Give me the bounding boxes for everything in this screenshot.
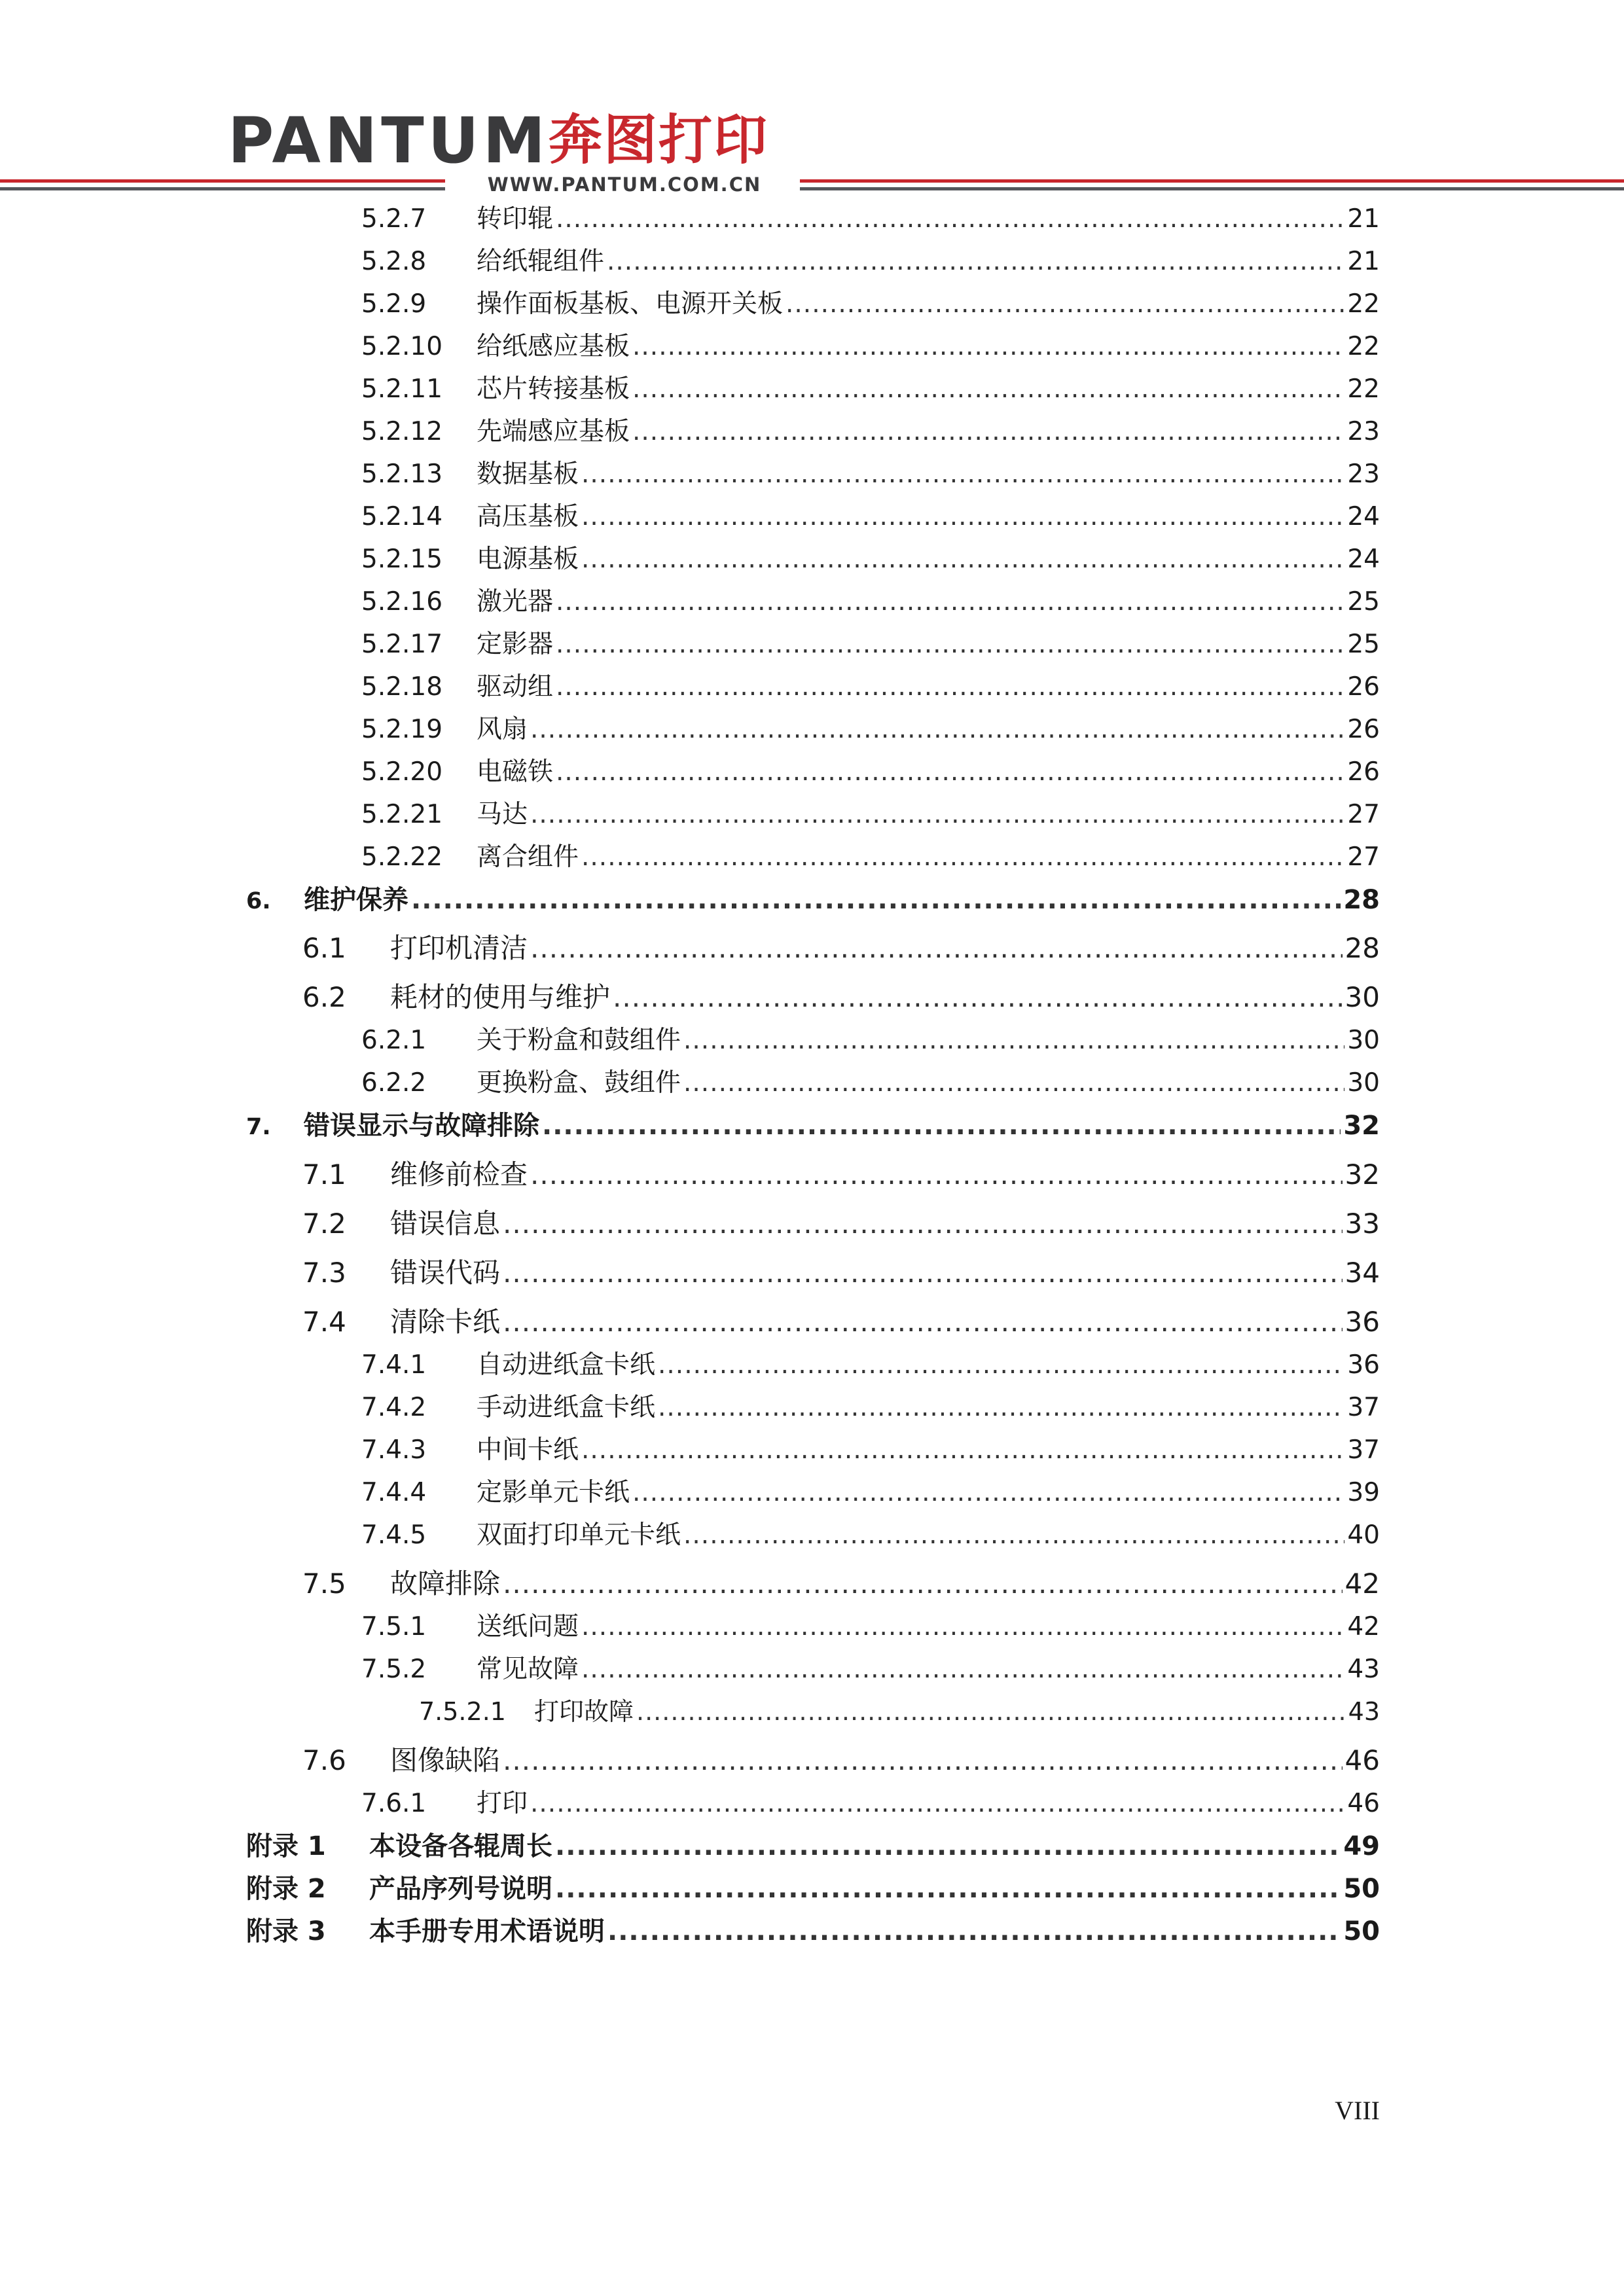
toc-entry-title: 错误显示与故障排除 bbox=[304, 1111, 539, 1141]
toc-entry-page: 26 bbox=[1347, 757, 1380, 787]
toc-entry-number: 5.2.15 bbox=[361, 545, 443, 574]
toc-leader-dots bbox=[632, 374, 1344, 404]
toc-entry-number: 7.4.3 bbox=[361, 1435, 427, 1465]
toc-entry-number: 6.2 bbox=[302, 981, 346, 1013]
toc-entry-title: 打印 bbox=[477, 1789, 528, 1818]
toc-entry-number: 7.5.1 bbox=[361, 1612, 427, 1641]
toc-entry-page: 46 bbox=[1347, 1789, 1380, 1818]
toc-leader-dots bbox=[607, 1916, 1341, 1946]
toc-leader-dots bbox=[556, 672, 1344, 702]
toc-entry-title: 数据基板 bbox=[477, 459, 579, 489]
toc-entry[interactable] bbox=[361, 411, 1380, 450]
toc-entry-title: 风扇 bbox=[477, 715, 528, 744]
toc-entry-page: 25 bbox=[1347, 587, 1380, 617]
toc-chapter[interactable] bbox=[246, 879, 1380, 918]
toc-entry-page: 27 bbox=[1347, 800, 1380, 829]
toc-entry[interactable] bbox=[361, 581, 1380, 620]
toc-leader-dots bbox=[581, 1655, 1344, 1684]
toc-leader-dots bbox=[555, 1874, 1341, 1904]
toc-entry-page: 37 bbox=[1347, 1393, 1380, 1422]
brand-logo-chinese: 奔图打印 bbox=[549, 109, 769, 171]
toc-entry-title: 关于粉盒和鼓组件 bbox=[477, 1026, 681, 1055]
toc-leader-dots bbox=[530, 1158, 1343, 1191]
toc-leader-dots bbox=[658, 1350, 1344, 1380]
toc-entry[interactable] bbox=[361, 198, 1380, 238]
toc-entry-number: 7.4 bbox=[302, 1306, 346, 1338]
toc-leader-dots bbox=[607, 247, 1344, 276]
toc-leader-dots bbox=[530, 1789, 1344, 1818]
toc-leader-dots bbox=[581, 1612, 1344, 1641]
toc-leader-dots bbox=[632, 332, 1344, 361]
toc-leader-dots bbox=[581, 502, 1344, 531]
toc-entry-number: 7.4.5 bbox=[361, 1520, 427, 1550]
toc-entry-page: 22 bbox=[1347, 332, 1380, 361]
toc-entry-number: 5.2.20 bbox=[361, 757, 443, 787]
toc-section[interactable] bbox=[302, 927, 1380, 973]
toc-chapter[interactable] bbox=[246, 1105, 1380, 1144]
toc-leader-dots bbox=[503, 1257, 1343, 1289]
toc-entry-page: 33 bbox=[1344, 1208, 1380, 1240]
toc-leader-dots bbox=[658, 1393, 1344, 1422]
toc-section[interactable] bbox=[302, 1251, 1380, 1297]
toc-entry-page: 37 bbox=[1347, 1435, 1380, 1465]
toc-entry-title: 更换粉盒、鼓组件 bbox=[477, 1068, 681, 1098]
toc-entry-number: 5.2.12 bbox=[361, 417, 443, 446]
toc-entry-number: 7. bbox=[246, 1114, 271, 1140]
toc-entry[interactable] bbox=[361, 1429, 1380, 1469]
toc-entry-title: 自动进纸盒卡纸 bbox=[477, 1350, 656, 1380]
toc-entry[interactable] bbox=[361, 539, 1380, 578]
toc-leader-dots bbox=[530, 800, 1344, 829]
toc-appendix[interactable] bbox=[246, 1868, 1380, 1907]
toc-entry[interactable] bbox=[361, 1606, 1380, 1645]
toc-leader-dots bbox=[503, 1568, 1343, 1600]
toc-entry[interactable] bbox=[361, 1472, 1380, 1511]
toc-entry-title: 清除卡纸 bbox=[390, 1306, 501, 1338]
toc-entry[interactable] bbox=[361, 283, 1380, 323]
toc-entry-page: 26 bbox=[1347, 672, 1380, 702]
toc-entry-page: 36 bbox=[1347, 1350, 1380, 1380]
toc-entry[interactable] bbox=[361, 368, 1380, 408]
toc-leader-dots bbox=[503, 1744, 1343, 1776]
toc-entry[interactable] bbox=[361, 1062, 1380, 1102]
toc-entry-title: 激光器 bbox=[477, 587, 554, 617]
toc-leader-dots bbox=[411, 885, 1341, 915]
toc-entry-number: 5.2.16 bbox=[361, 587, 443, 617]
toc-entry-number: 7.5.2 bbox=[361, 1655, 427, 1684]
toc-leader-dots bbox=[503, 1306, 1343, 1338]
toc-entry-title: 本手册专用术语说明 bbox=[369, 1916, 605, 1946]
toc-appendix[interactable] bbox=[246, 1825, 1380, 1865]
toc-entry-page: 21 bbox=[1347, 204, 1380, 234]
toc-entry-title: 打印故障 bbox=[534, 1697, 634, 1726]
toc-entry-number: 7.5 bbox=[302, 1568, 346, 1600]
toc-entry-title: 产品序列号说明 bbox=[369, 1874, 552, 1904]
toc-leader-dots bbox=[613, 981, 1343, 1013]
toc-entry[interactable] bbox=[361, 624, 1380, 663]
toc-entry-number: 附录 3 bbox=[246, 1916, 326, 1946]
toc-leader-dots bbox=[556, 630, 1344, 659]
toc-entry-number: 7.2 bbox=[302, 1208, 346, 1240]
toc-leader-dots bbox=[581, 842, 1344, 872]
toc-leader-dots bbox=[683, 1026, 1344, 1055]
toc-entry-page: 30 bbox=[1344, 981, 1380, 1013]
toc-entry-title: 驱动组 bbox=[477, 672, 554, 702]
toc-entry-title: 错误代码 bbox=[390, 1257, 501, 1289]
toc-entry-page: 24 bbox=[1347, 502, 1380, 531]
toc-entry-number: 7.6 bbox=[302, 1744, 346, 1776]
toc-entry-title: 先端感应基板 bbox=[477, 417, 630, 446]
toc-entry-title: 打印机清洁 bbox=[390, 932, 528, 964]
toc-leader-dots bbox=[556, 204, 1344, 234]
toc-entry-title: 故障排除 bbox=[390, 1568, 501, 1600]
toc-section[interactable] bbox=[302, 1300, 1380, 1346]
brand-logo-latin: PANTUM bbox=[228, 104, 550, 177]
toc-entry-page: 40 bbox=[1347, 1520, 1380, 1550]
toc-entry-number: 附录 2 bbox=[246, 1874, 326, 1904]
toc-entry[interactable] bbox=[361, 1020, 1380, 1059]
toc-entry[interactable] bbox=[361, 1783, 1380, 1822]
toc-entry-number: 7.1 bbox=[302, 1158, 346, 1191]
toc-entry-title: 耗材的使用与维护 bbox=[390, 981, 611, 1013]
toc-entry-number: 6. bbox=[246, 888, 271, 914]
toc-entry-page: 24 bbox=[1347, 545, 1380, 574]
toc-entry-number: 7.5.2.1 bbox=[419, 1697, 506, 1726]
toc-entry-title: 给纸辊组件 bbox=[477, 247, 605, 276]
toc-entry-title: 图像缺陷 bbox=[390, 1744, 501, 1776]
toc-leader-dots bbox=[556, 587, 1344, 617]
toc-leader-dots bbox=[530, 715, 1344, 744]
toc-leader-dots bbox=[581, 545, 1344, 574]
toc-entry[interactable] bbox=[361, 326, 1380, 365]
toc-entry-page: 32 bbox=[1344, 1158, 1380, 1191]
toc-entry-number: 7.4.2 bbox=[361, 1393, 427, 1422]
toc-leader-dots bbox=[503, 1208, 1343, 1240]
toc-entry-number: 5.2.17 bbox=[361, 630, 443, 659]
toc-entry[interactable] bbox=[361, 1515, 1380, 1554]
toc-entry-page: 30 bbox=[1347, 1068, 1380, 1098]
website-url: WWW.PANTUM.COM.CN bbox=[487, 173, 762, 196]
toc-leader-dots bbox=[683, 1068, 1344, 1098]
page-number: VIII bbox=[1335, 2096, 1380, 2125]
toc-entry-page: 23 bbox=[1347, 459, 1380, 489]
toc-entry-page: 49 bbox=[1343, 1831, 1380, 1861]
toc-leader-dots bbox=[555, 1831, 1341, 1861]
toc-leader-dots bbox=[556, 757, 1344, 787]
toc-entry-page: 46 bbox=[1344, 1744, 1380, 1776]
toc-entry-title: 手动进纸盒卡纸 bbox=[477, 1393, 656, 1422]
toc-entry-title: 高压基板 bbox=[477, 502, 579, 531]
toc-leader-dots bbox=[581, 459, 1344, 489]
toc-section[interactable] bbox=[302, 1202, 1380, 1248]
toc-entry-number: 附录 1 bbox=[246, 1831, 326, 1861]
toc-entry-number: 5.2.22 bbox=[361, 842, 443, 872]
toc-appendix[interactable] bbox=[246, 1910, 1380, 1950]
toc-entry-page: 25 bbox=[1347, 630, 1380, 659]
toc-entry-title: 转印辊 bbox=[477, 204, 554, 234]
toc-entry-title: 中间卡纸 bbox=[477, 1435, 579, 1465]
toc-entry[interactable] bbox=[361, 496, 1380, 535]
toc-leader-dots bbox=[632, 417, 1344, 446]
toc-entry-title: 电源基板 bbox=[477, 545, 579, 574]
toc-entry[interactable] bbox=[361, 1387, 1380, 1426]
toc-entry[interactable] bbox=[361, 666, 1380, 706]
toc-entry-title: 离合组件 bbox=[477, 842, 579, 872]
toc-entry[interactable] bbox=[361, 709, 1380, 748]
toc-leader-dots bbox=[636, 1697, 1346, 1726]
toc-entry-title: 送纸问题 bbox=[477, 1612, 579, 1641]
toc-entry-number: 5.2.10 bbox=[361, 332, 443, 361]
toc-leader-dots bbox=[542, 1111, 1341, 1141]
toc-entry-page: 34 bbox=[1344, 1257, 1380, 1289]
toc-entry-number: 5.2.14 bbox=[361, 502, 443, 531]
toc-entry-page: 21 bbox=[1347, 247, 1380, 276]
toc-entry-title: 维修前检查 bbox=[390, 1158, 528, 1191]
toc-entry-title: 本设备各辊周长 bbox=[369, 1831, 552, 1861]
toc-leader-dots bbox=[530, 932, 1343, 964]
toc-section[interactable] bbox=[302, 1153, 1380, 1199]
toc-entry-page: 42 bbox=[1347, 1612, 1380, 1641]
toc-entry-page: 43 bbox=[1348, 1697, 1380, 1726]
toc-entry-title: 电磁铁 bbox=[477, 757, 554, 787]
toc-entry-number: 7.3 bbox=[302, 1257, 346, 1289]
toc-entry-page: 22 bbox=[1347, 289, 1380, 319]
toc-entry[interactable] bbox=[361, 794, 1380, 833]
toc-entry-page: 43 bbox=[1347, 1655, 1380, 1684]
toc-entry-number: 5.2.8 bbox=[361, 247, 427, 276]
toc-entry-page: 26 bbox=[1347, 715, 1380, 744]
toc-entry-number: 5.2.11 bbox=[361, 374, 443, 404]
toc-entry-title: 马达 bbox=[477, 800, 528, 829]
toc-entry-title: 芯片转接基板 bbox=[477, 374, 630, 404]
toc-entry-page: 22 bbox=[1347, 374, 1380, 404]
toc-entry-number: 5.2.13 bbox=[361, 459, 443, 489]
toc-leader-dots bbox=[632, 1478, 1344, 1507]
toc-entry-number: 5.2.19 bbox=[361, 715, 443, 744]
toc-entry-page: 50 bbox=[1343, 1916, 1380, 1946]
toc-entry-number: 5.2.21 bbox=[361, 800, 443, 829]
toc-entry-title: 双面打印单元卡纸 bbox=[477, 1520, 681, 1550]
toc-entry-title: 操作面板基板、电源开关板 bbox=[477, 289, 784, 319]
toc-entry-number: 6.2.2 bbox=[361, 1068, 427, 1098]
toc-entry-page: 50 bbox=[1343, 1874, 1380, 1904]
toc-entry-title: 定影器 bbox=[477, 630, 554, 659]
toc-entry-number: 7.6.1 bbox=[361, 1789, 427, 1818]
toc-entry-number: 6.2.1 bbox=[361, 1026, 427, 1055]
toc-subsubsection[interactable] bbox=[419, 1691, 1380, 1731]
toc-entry-page: 28 bbox=[1343, 885, 1380, 915]
toc-entry-page: 30 bbox=[1347, 1026, 1380, 1055]
toc-entry-title: 定影单元卡纸 bbox=[477, 1478, 630, 1507]
toc-entry-page: 28 bbox=[1344, 932, 1380, 964]
toc-entry[interactable] bbox=[361, 751, 1380, 791]
toc-entry-number: 5.2.18 bbox=[361, 672, 443, 702]
toc-entry-title: 错误信息 bbox=[390, 1208, 501, 1240]
toc-entry-number: 5.2.7 bbox=[361, 204, 427, 234]
toc-entry-number: 6.1 bbox=[302, 932, 346, 964]
toc-entry-number: 7.4.1 bbox=[361, 1350, 427, 1380]
toc-entry[interactable] bbox=[361, 836, 1380, 876]
toc-section[interactable] bbox=[302, 1739, 1380, 1785]
toc-entry-title: 给纸感应基板 bbox=[477, 332, 630, 361]
toc-entry[interactable] bbox=[361, 1649, 1380, 1688]
toc-entry[interactable] bbox=[361, 241, 1380, 280]
toc-entry-title: 维护保养 bbox=[304, 885, 408, 915]
toc-entry-page: 42 bbox=[1344, 1568, 1380, 1600]
toc-leader-dots bbox=[683, 1520, 1344, 1550]
toc-entry-page: 39 bbox=[1347, 1478, 1380, 1507]
toc-entry[interactable] bbox=[361, 454, 1380, 493]
toc-leader-dots bbox=[785, 289, 1344, 319]
toc-entry-number: 7.4.4 bbox=[361, 1478, 427, 1507]
toc-entry-number: 5.2.9 bbox=[361, 289, 427, 319]
toc-entry-title: 常见故障 bbox=[477, 1655, 579, 1684]
toc-section[interactable] bbox=[302, 1562, 1380, 1608]
toc-entry-page: 32 bbox=[1343, 1111, 1380, 1141]
toc-section[interactable] bbox=[302, 976, 1380, 1022]
toc-leader-dots bbox=[581, 1435, 1344, 1465]
toc-entry-page: 23 bbox=[1347, 417, 1380, 446]
toc-entry[interactable] bbox=[361, 1344, 1380, 1384]
toc-entry-page: 36 bbox=[1344, 1306, 1380, 1338]
toc-entry-page: 27 bbox=[1347, 842, 1380, 872]
